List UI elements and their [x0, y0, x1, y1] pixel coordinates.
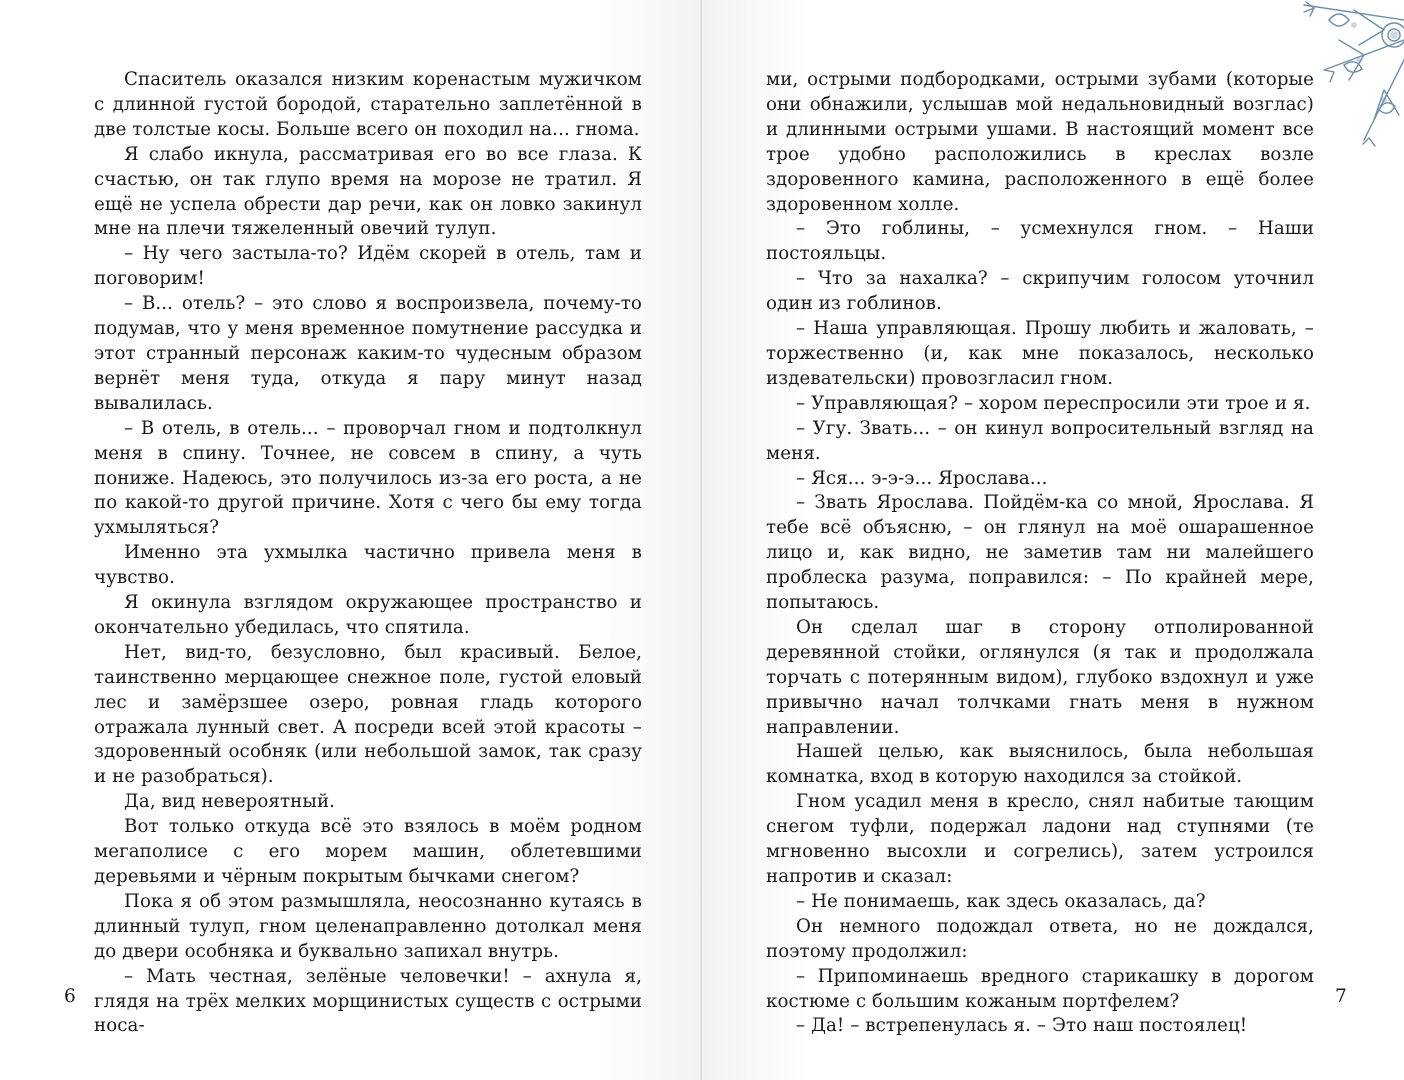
paragraph: – Мать честная, зелёные человечки! – ахнула я, глядя на трёх мелких морщинистых существ с острыми носа- — [94, 965, 642, 1037]
paragraph: – Это гоблины, – усмехнулся гном. – Наши постояльцы. — [766, 218, 1314, 265]
paragraph: – Наша управляющая. Прошу любить и жаловать, – торжественно (и, как мне показалось, несколько издевательски) провозгласил гном. — [766, 318, 1314, 389]
paragraph: – Да! – встрепенулась я. – Это наш постоялец! — [796, 1015, 1248, 1037]
paragraph: Гном усадил меня в кресло, снял набитые тающим снегом туфли, подержал ладони над ступнями (те мгновенно высохли и согрелись), затем устроился напротив и сказал: — [766, 791, 1314, 887]
paragraph: Пока я об этом размышляла, неосознанно кутаясь в длинный тулуп, гном целенаправленно дотолкал меня до двери особняка и буквально запихал внутрь. — [94, 890, 642, 962]
right-page — [702, 0, 1404, 1080]
paragraph: – Не понимаешь, как здесь оказалась, да? — [796, 890, 1206, 912]
paragraph: – Яся... э-э-э... Ярослава... — [796, 467, 1048, 489]
paragraph: Вот только откуда всё это взялось в моём родном мегаполисе с его морем машин, облетевшими деревьями и чёрным покрытым бычками снегом? — [94, 816, 642, 887]
paragraph: – В отель, в отель... – проворчал гном и подтолкнул меня в спину. Точнее, не совсем в спину, а чуть пониже. Надеюсь, это получилось из-за его роста, а не по какой-то другой причине. Хотя с чего бы ему тогда ухмыляться? — [94, 417, 642, 539]
paragraph: Он сделал шаг в сторону отполированной деревянной стойки, оглянулся (я так и продолжала торчать с потерянным видом), глубоко вздохнул и уже привычно начал толчками гнать меня в нужном направлении. — [766, 616, 1314, 738]
paragraph: Он немного подождал ответа, но не дождался, поэтому продолжил: — [766, 915, 1314, 962]
paragraph: – Управляющая? – хором переспросили эти трое и я. — [796, 392, 1311, 414]
paragraph: – Припоминаешь вредного старикашку в дорогом костюме с большим кожаным портфелем? — [766, 965, 1314, 1012]
paragraph: Нет, вид-то, безусловно, был красивый. Белое, таинственно мерцающее снежное поле, густой еловый лес и замёрзшее озеро, ровная гладь которого отражала лунный свет. А посреди всей этой красоты – здоровенный особняк (или небольшой замок, так сразу и не разобраться). — [94, 641, 642, 788]
paragraph: Именно эта ухмылка частично привела меня в чувство. — [94, 542, 642, 589]
paragraph: ми, острыми подбородками, острыми зубами (которые они обнажили, услышав мой недальновидный возглас) и длинными острыми ушами. В настоящий момент все трое удобно расположились в креслах возле здоровенного камина, расположенного в ещё более здоровенном холле. — [766, 69, 1314, 215]
paragraph: Я окинула взглядом окружающее пространство и окончательно убедилась, что спятила. — [94, 592, 642, 638]
paragraph: – Угу. Звать... – он кинул вопросительный взгляд на меня. — [766, 417, 1314, 464]
paragraph: Нашей целью, как выяснилось, была небольшая комнатка, вход в которую находился за стойкой. — [766, 741, 1314, 788]
paragraph: Спаситель оказался низким коренастым мужичком с длинной густой бородой, старательно заплетённой в две толстые косы. Больше всего он походил на... гнома. — [94, 69, 642, 140]
right-page-text — [766, 68, 1314, 1039]
paragraph: – В... отель? – это слово я воспроизвела, почему-то подумав, что у меня временное помутнение рассудка и этот странный персонаж каким-то чудесным образом вернёт меня туда, откуда я пару минут назад вывалилась. — [94, 293, 642, 414]
page-number-right: 7 — [1335, 986, 1347, 1007]
paragraph: – Звать Ярослава. Пойдём-ка со мной, Ярослава. Я тебе всё объясню, – он глянул на моё ошарашенное лицо и, как видно, не заметив там ни малейшего проблеска разума, поправился: – По крайней мере, попытаюсь. — [766, 492, 1314, 614]
paragraph: – Что за нахалка? – скрипучим голосом уточнил один из гоблинов. — [766, 268, 1314, 315]
paragraph: Да, вид невероятный. — [124, 791, 336, 813]
paragraph: Я слабо икнула, рассматривая его во все глаза. К счастью, он так глупо время на морозе не тратил. Я ещё не успела обрести дар речи, как он ловко закинул мне на плечи тяжеленный овечий тулуп. — [94, 143, 642, 240]
page-number-left: 6 — [64, 986, 76, 1007]
paragraph: – Ну чего застыла-то? Идём скорей в отель, там и поговорим! — [94, 243, 642, 290]
left-page-text — [94, 68, 642, 1039]
